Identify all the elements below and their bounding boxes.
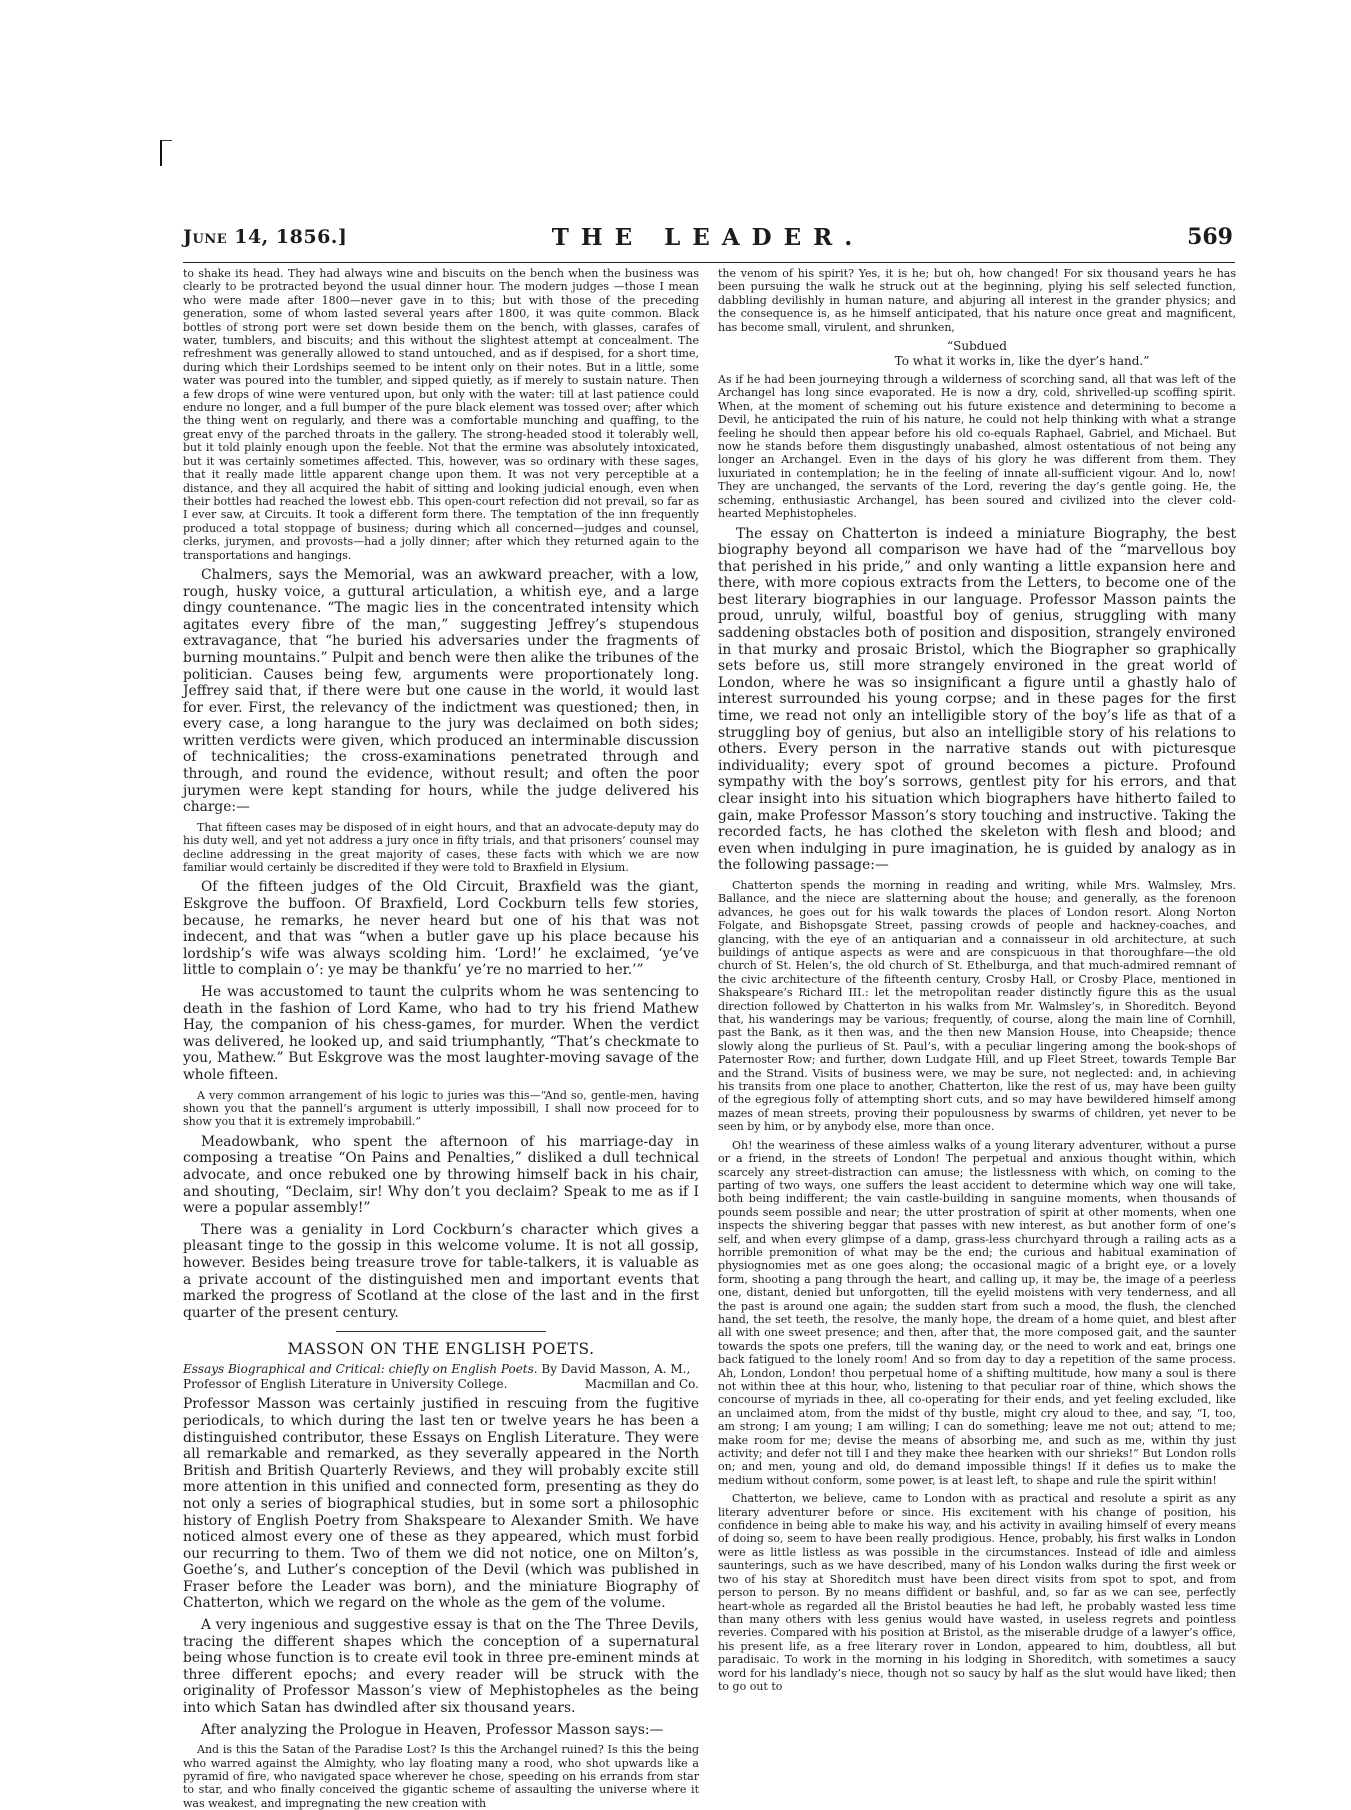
right-column <box>718 267 1236 1777</box>
extract-weariness: Oh! the weariness of these aimless walks of a young literary adventurer, without a purse or a friend, in the streets of London! The perpetual and anxious thought within, which scarcely any street-distraction can amuse; the listlessness with which, on coming to the parting of two ways, one suffers the least accident to determine which way one will take, both being indifferent; the vain castle-building in sanguine moments, when thousands of pounds seem possible and near; the utter prostration of spirit at other moments, when one inspects the shivering beggar that passes with new interest, as but another form of one’s self, and when every glimpse of a damp, grass-less churchyard through a railing acts as a horrible premonition of what may be the end; the curious and habitual examination of physiognomies met as one goes along; the occasional magic of a bright eye, or a lovely form, shooting a pang through the heart, and calling up, it may be, the image of a peerless one, distant, denied but unforgotten, till the eyelid moistens with very tenderness, and all the past is around one again; the sudden start from such a mood, the flush, the clenched hand, the set teeth, the resolve, the manly hope, the dream of a home quiet, and blest after all with one sweet presence; and then, after that, the more composed gait, and the saunter towards the spots one prefers, till the waning day, or the need to work and eat, brings one back fatigued to the lonely room! And so from day to day a repetition of the same process. Ah, London, London! thou perpetual home of a shifting multitude, how many a soul is there not within thee at this hour, who, listening to that peculiar roar of thine, which shows the concourse of myriads in thee, all co-operating for their ends, and yet feeling excluded, like an unclaimed atom, from the midst of thy bustle, might cry aloud to thee, and say, “I, too, am strong; I am young; I am willing; I can do something; leave me not out; attend to me; make room for me; devise the means of absorbing me, and such as me, within thy just activity; and defer not till I and they make thee hearken with our shrieks!” But London rolls on; and men, young and old, do demand impossible things! If it defies us to make the medium without conform, some power, is at least left, to shape and rule the spirit within! <box>718 1138 1236 1487</box>
book-title: Essays Biographical and Critical: chiefly on English Poets. <box>183 1362 538 1377</box>
extract-mephistopheles: As if he had been journeying through a wilderness of scorching sand, all that was left of the Archangel has long since evaporated. He is now a dry, cold, shrivelled-up scoffing spirit. When, at the moment of scheming out his future existence and determining to become a Devil, he anticipated the ruin of his nature, he could not help thinking with what a strange feeling he should then appear before his old co-equals Raphael, Gabriel, and Michael. But now he stands before them disgustingly unabashed, almost ostentatious of not being any longer an Archangel. Even in the days of his glory he was different from them. They luxuriated in contemplation; he in the feeling of innate all-sufficient vigour. And lo, now! They are unchanged, the servants of the Lord, revering the day’s gentle going. He, the scheming, enthusiastic Archangel, has been soured and civilized into the clever cold-hearted Mephistopheles. <box>718 373 1236 521</box>
header-rule <box>183 262 1235 263</box>
page-number: 569 <box>1187 224 1233 250</box>
paragraph-masson-intro: Professor Masson was certainly justified in rescuing from the fugitive periodicals, to which during the last ten or twelve years he has been a distinguished contributor, these Essays on English Literature. They were all remarkable and remarked, as they severally appeared in the North British and British Quarterly Reviews, and they will probably excite still more attention in this unified and connected form, presenting as they do not only a series of biographical studies, but in some sort a philosophic history of English Poetry from Shakspeare to Alexander Smith. We have noticed almost every one of these as they appeared, which must forbid our recurring to them. Two of them we did not notice, one on Milton’s, Goethe’s, and Luther’s conception of the Devil (which was published in Fraser before the Leader was born), and the miniature Biography of Chatterton, which we regard on the whole as the gem of the volume. <box>183 1396 699 1612</box>
paragraph-three-devils: A very ingenious and suggestive essay is that on the The Three Devils, tracing the different shapes which the conception of a supernatural being whose function is to create evil took in three pre-eminent minds at three different epochs; and every reader will be struck with the originality of Professor Masson’s view of Mephistopheles as the being into which Satan has dwindled after six thousand years. <box>183 1617 699 1717</box>
book-publisher: Macmillan and Co. <box>584 1376 699 1391</box>
paragraph-braxfield: Of the fifteen judges of the Old Circuit, Braxfield was the giant, Eskgrove the buffoon. Of Braxfield, Lord Cockburn tells few stories, because, he remarks, he never heard but one of his that was not indecent, and that was “when a butler gave up his place because his lordship’s wife was always scolding him. ‘Lord!’ he exclaimed, ‘ye’ve little to complain o’: ye may be thankfu’ ye’re no married to her.’” <box>183 879 699 979</box>
book-author: By David Masson, A. M., <box>541 1362 691 1377</box>
article-heading: MASSON ON THE ENGLISH POETS. <box>287 1340 595 1359</box>
paragraph-meadowbank: Meadowbank, who spent the afternoon of his marriage-day in composing a treatise “On Pains and Penalties,” disliked a dull technical advocate, and once rebuked one by throwing himself back in his chair, and shouting, “Declaim, sir! Why don’t you declaim? Speak to me as if I were a popular assembly!” <box>183 1133 699 1217</box>
paragraph-geniality: There was a geniality in Lord Cockburn’s character which gives a pleasant tinge to the gossip in this welcome volume. It is not all gossip, however. Besides being treasure trove for table-talkers, it is valuable as a private account of the distinguished men and important events that marked the progress of Scotland at the close of the last and in the first quarter of the present century. <box>183 1221 699 1321</box>
left-column <box>183 267 699 1810</box>
author-position: Professor of English Literature in University College. <box>183 1376 508 1391</box>
extract-satan: And is this the Satan of the Paradise Lost? Is this the Archangel ruined? Is this the being who warred against the Almighty, who lay floating many a rood, who shot upwards like a pyramid of fire, who navigated space wherever he chose, speeding on his errands from star to star, and who finally conceived the gigantic scheme of assaulting the universe where it was weakest, and impregnating the new creation with <box>183 1743 699 1810</box>
margin-mark <box>160 140 172 166</box>
paragraph-lord-kame: He was accustomed to taunt the culprits whom he was sentencing to death in the fashion of Lord Kame, who had to try his friend Mathew Hay, the companion of his chess-games, for murder. When the verdict was delivered, he looked up, and said triumphantly, “That’s checkmate to you, Mathew.” But Eskgrove was the most laughter-moving savage of the whole fifteen. <box>183 984 699 1083</box>
section-divider <box>336 1331 546 1332</box>
masthead <box>183 224 1233 260</box>
verse-line-2: To what it works in, like the dyer’s hand.” <box>894 354 1150 369</box>
issue-date: June 14, 1856.] <box>183 226 348 248</box>
extract-judges-refreshment: to shake its head. They had always wine and biscuits on the bench when the business was clearly to be protracted beyond the usual dinner hour. The modern judges —those I mean who were made after 1800—never gave in to this; but with those of the preceding generation, some of whom lasted several years after 1800, it was quite common. Black bottles of strong port were set down beside them on the bench, with glasses, carafes of water, tumblers, and biscuits; and this without the slightest attempt at concealment. The refreshment was generally allowed to stand untouched, and as if despised, for a short time, during which their Lordships seemed to be intent only on their notes. But in a little, some water was poured into the tumbler, and sipped quietly, as if merely to sustain nature. Then a few drops of wine were ventured upon, but only with the water: till at last patience could endure no longer, and a full bumper of the pure black element was tossed over; after which the thing went on regularly, and there was a comfortable munching and quaffing, to the great envy of the parched throats in the gallery. The strong-headed stood it tolerably well, but it told plainly enough upon the feeble. Not that the ermine was absolutely intoxicated, but it was certainly sometimes affected. This, however, was so ordinary with these sages, that it really made little apparent change upon them. It was not very perceptible at a distance, and they all acquired the habit of sitting and looking judicial enough, even when their bottles had reached the lowest ebb. This open-court refection did not prevail, so far as I ever saw, at Circuits. It took a different form there. The temptation of the inn frequently produced a total stoppage of business; during which all concerned—judges and counsel, clerks, jurymen, and provosts—had a jolly dinner; after which they returned again to the transportations and hangings. <box>183 267 699 562</box>
article-byline <box>183 1362 699 1391</box>
publication-title: THE LEADER. <box>551 224 865 251</box>
verse-line-1: “Subdued <box>947 339 1007 354</box>
paragraph-chatterton: The essay on Chatterton is indeed a miniature Biography, the best biography beyond all comparison we have had of the “marvellous boy that perished in his pride,” and only wanting a little expansion here and there, with more copious extracts from the Letters, to become one of the best literary biographies in our language. Professor Masson paints the proud, unruly, wilful, boastful boy of genius, struggling with many saddening obstacles both of position and disposition, strangely environed in that murky and prosaic Bristol, which the Biographer so graphically sets before us, still more strangely environed in the great world of London, where he was so insignificant a figure until a ghastly halo of interest surrounded his young corpse; and in these pages for the first time, we read not only an intelligible story of the boy’s life as that of a struggling boy of genius, but also an intelligible story of his relations to others. Every person in the narrative stands out with picturesque individuality; every spot of ground becomes a picture. Profound sympathy with the boy’s sorrows, gentlest pity for his errors, and that clear insight into his situation which biographers have hitherto failed to gain, make Professor Masson’s story touching and instructive. Taking the recorded facts, he has clothed the skeleton with flesh and blood; and even when indulging in pure imagination, he is guided by analogy as in the following passage:— <box>718 525 1236 874</box>
paragraph-chalmers: Chalmers, says the Memorial, was an awkward preacher, with a low, rough, husky voice, a guttural articulation, a whitish eye, and a large dingy countenance. “The magic lies in the concentrated intensity which agitates every fibre of the man,” suggesting Jeffrey’s stupendous extravagance, that “he buried his adversaries under the fragments of burning mountains.” Pulpit and bench were then alike the tribunes of the politician. Causes being few, arguments were proportionately long. Jeffrey said that, if there were but one cause in the world, it would last for ever. First, the relevancy of the indictment was questioned; then, in every case, a long harangue to the jury was declaimed on both sides; written verdicts were given, which produced an interminable discussion of technicalities; the cross-examinations penetrated through and through, and round the evidence, without result; and often the poor jurymen were kept standing for hours, while the judge delivered his charge:— <box>183 566 699 816</box>
extract-eskgrove: A very common arrangement of his logic to juries was this—“And so, gentle-men, having shown you that the pannell’s argument is utterly impossibill, I shall now proceed for to show you that it is extremely improbabill.” <box>183 1088 699 1129</box>
extract-chatterton-london: Chatterton, we believe, came to London with as practical and resolute a spirit as any literary adventurer before or since. His excitement with his change of position, his confidence in being able to make his way, and his activity in availing himself of every means of doing so, seem to have been really prodigious. Hence, probably, his first walks in London were as little listless as was possible in the circumstances. Instead of idle and aimless saunterings, such as we have described, many of his London walks during the first week or two of his stay at Shoreditch must have been direct visits from spot to spot, and from person to person. By no means diffident or bashful, and, so far as we can see, perfectly heart-whole as regarded all the Bristol beauties he had left, he probably wasted less time than many others with less genius would have wasted, in useless regrets and pointless reveries. Compared with his position at Bristol, as the miserable drudge of a lawyer’s office, his present life, as a free literary rover in London, appeared to him, doubtless, all but paradisaic. To work in the morning in his lodging in Shoreditch, with sometimes a saucy word for his landlady’s niece, though not so saucy by half as the slut would have liked; then to go out to <box>718 1492 1236 1693</box>
paragraph-prologue: After analyzing the Prologue in Heaven, Professor Masson says:— <box>201 1721 664 1738</box>
verse-quote <box>718 339 1236 369</box>
extract-satan-continued: the venom of his spirit? Yes, it is he; but oh, how changed! For six thousand years he has been pursuing the walk he struck out at the beginning, plying his self selected function, dabbling devilishly in human nature, and abjuring all interest in the grander physics; and the consequence is, as he himself anticipated, that his nature once great and magnificent, has become small, virulent, and shrunken, <box>718 267 1236 334</box>
extract-chatterton-walks: Chatterton spends the morning in reading and writing, while Mrs. Walmsley, Mrs. Ballance, and the niece are slatterning about the house; and generally, as the forenoon advances, he goes out for his walk towards the places of London resort. Along Norton Folgate, and Bishopsgate Street, passing crowds of people and hackney-coaches, and glancing, with the eye of an antiquarian and a connaisseur in old architecture, at such buildings of antique aspects as were and are conspicuous in that thoroughfare—the old church of St. Helen’s, the old church of St. Ethelburga, and that much-admired remnant of the civic architecture of the fifteenth century, Crosby Hall, or Crosby Place, mentioned in Shakspeare’s Richard III.: let the metropolitan reader distinctly figure this as the usual direction followed by Chatterton in his walks from Mr. Walmsley’s, in Shoreditch. Beyond that, his wanderings may be various; frequently, of course, along the main line of Cornhill, past the Bank, as it then was, and the then new Mansion House, into Cheapside; thence slowly along the purlieus of St. Paul’s, with a peculiar lingering among the book-shops of Paternoster Row; and further, down Ludgate Hill, and up Fleet Street, towards Temple Bar and the Strand. Visits of business were, we may be sure, not neglected: and, in achieving his transits from one place to another, Chatterton, like the rest of us, may have been guilty of the egregious folly of attempting short cuts, and so may have bewildered himself among mazes of mean streets, proving their populousness by swarms of children, yet never to be seen by him, or by anybody else, more than once. <box>718 878 1236 1134</box>
extract-fifteen-cases: That fifteen cases may be disposed of in eight hours, and that an advocate-deputy may do his duty well, and yet not address a jury once in fifty trials, and that prisoners’ counsel may decline addressing in the great majority of cases, these facts with which we are now familiar would certainly be discredited if they were told to Braxfield in Elysium. <box>183 820 699 875</box>
